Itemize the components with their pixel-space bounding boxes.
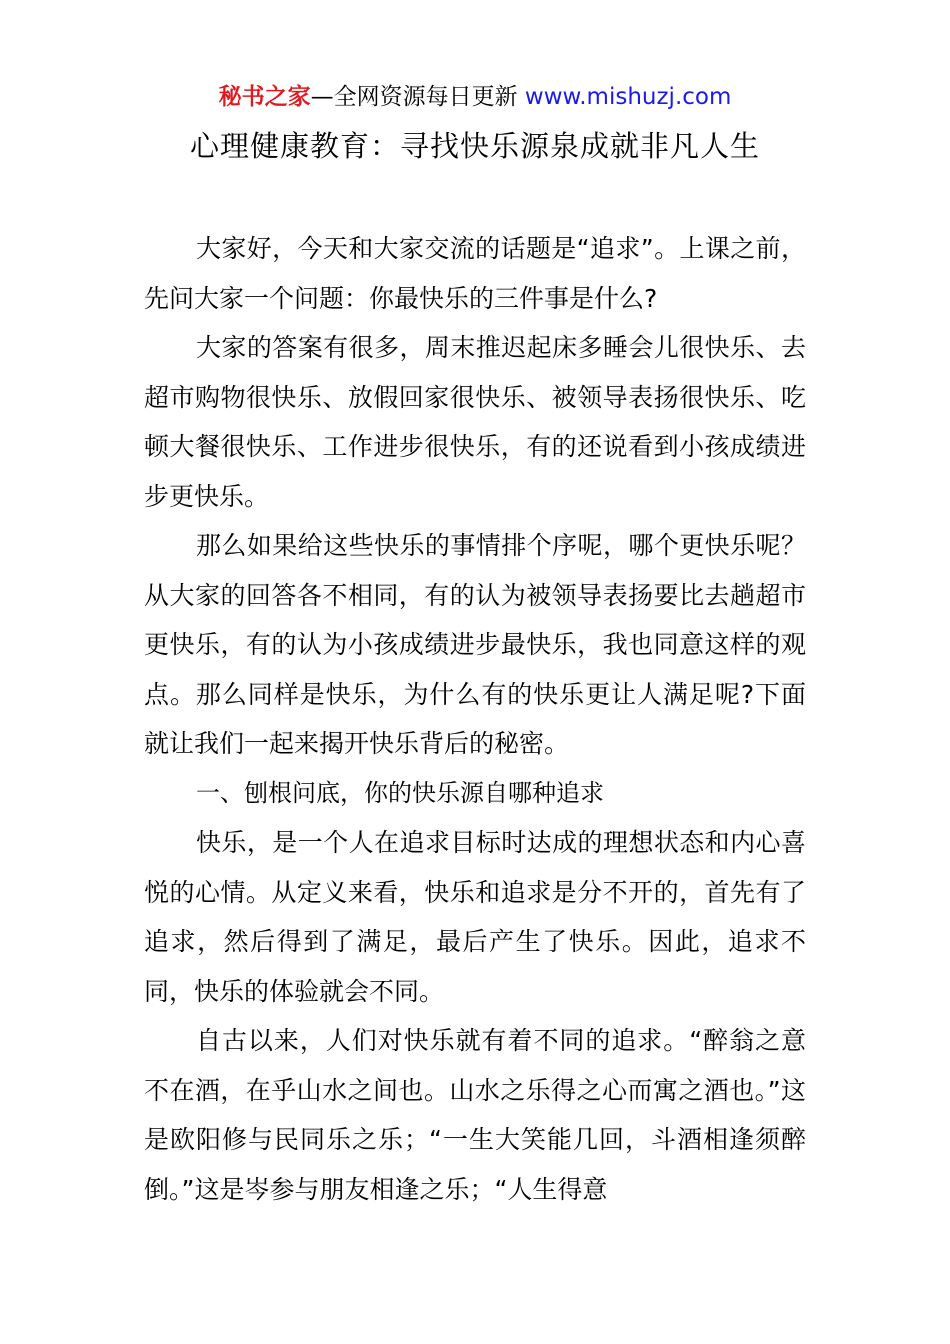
site-brand: 秘书之家 [218, 84, 311, 110]
body-paragraph: 快乐，是一个人在追求目标时达成的理想状态和内心喜悦的心情。从定义来看，快乐和追求是分不开的，首先有了追求，然后得到了满足，最后产生了快乐。因此，追求不同，快乐的体验就会不同。 [144, 828, 806, 1006]
body-paragraph: 那么如果给这些快乐的事情排个序呢，哪个更快乐呢？从大家的回答各不相同，有的认为被领导表扬要比去趟超市更快乐，有的认为小孩成绩进步最快乐，我也同意这样的观点。那么同样是快乐，为什么有的快乐更让人满足呢?下面就让我们一起来揭开快乐背后的秘密。 [144, 531, 806, 758]
body-paragraph: 大家的答案有很多，周末推迟起床多睡会儿很快乐、去超市购物很快乐、放假回家很快乐、被领导表扬很快乐、吃顿大餐很快乐、工作进步很快乐，有的还说看到小孩成绩进步更快乐。 [144, 333, 806, 511]
document-title: 心理健康教育：寻找快乐源泉成就非凡人生 [189, 129, 760, 163]
body-paragraph: 大家好，今天和大家交流的话题是“追求”。上课之前，先问大家一个问题：你最快乐的三件事是什么? [144, 234, 806, 313]
site-url-link[interactable]: www.mishuzj.com [524, 84, 732, 110]
site-header [0, 82, 950, 112]
body-paragraph: 自古以来，人们对快乐就有着不同的追求。“醉翁之意不在酒，在乎山水之间也。山水之乐得之心而寓之酒也。”这是欧阳修与民同乐之乐；“一生大笑能几回，斗酒相逢须醉倒。”这是岑参与朋友相逢之乐；“人生得意 [144, 1026, 806, 1204]
document-body [144, 224, 806, 1214]
site-tagline: —全网资源每日更新 [310, 84, 525, 110]
section-heading: 一、刨根问底，你的快乐源自哪种追求 [196, 778, 604, 807]
